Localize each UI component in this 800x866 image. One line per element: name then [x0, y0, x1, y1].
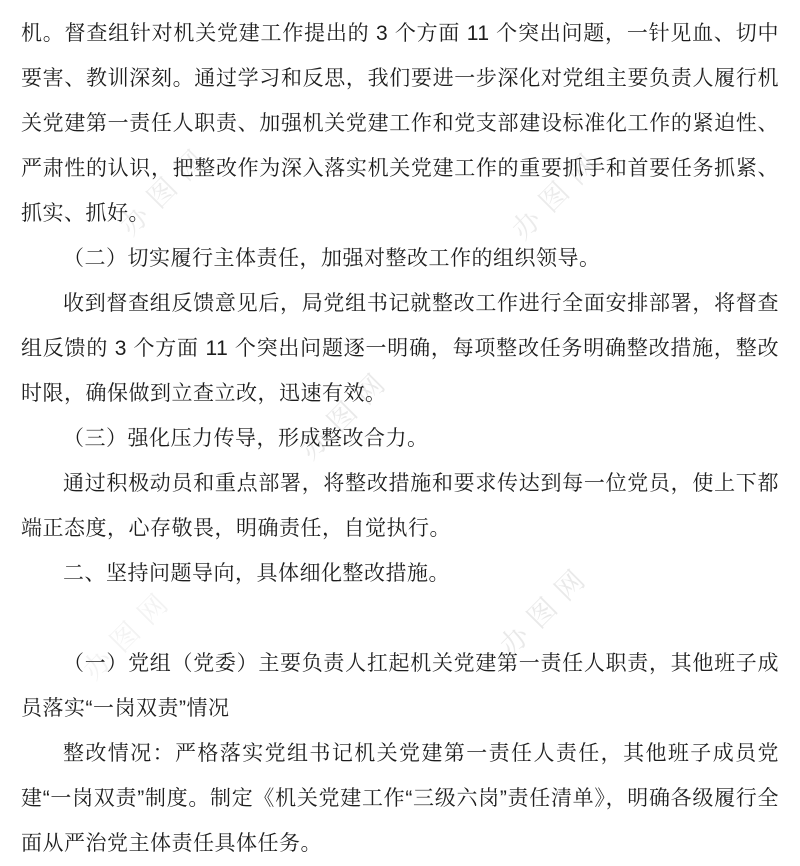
paragraph: （三）强化压力传导，形成整改合力。	[63, 427, 429, 450]
watermark-text: 办图网	[505, 140, 611, 246]
watermark-text: 办图网	[76, 580, 182, 686]
paragraph: 二、坚持问题导向，具体细化整改措施。	[63, 562, 450, 585]
paragraph: 机。督查组针对机关党建工作提出的 3 个方面 11 个突出问题，一针见血、切中要害、教训深刻。通过学习和反思，我们要进一步深化对党组主要负责人履行机关党建第一责任人职责、加强机关党建工作和党支部建设标准化工作的紧迫性、严肃性的认识，把整改作为深入落实机关党建工作的重要抓手和首要任务抓紧、抓实、抓好。	[21, 22, 779, 225]
watermark-text: 办图网	[493, 556, 599, 662]
paragraph: 收到督查组反馈意见后，局党组书记就整改工作进行全面安排部署，将督查组反馈的 3 个方面 11 个突出问题逐一明确，每项整改任务明确整改措施，整改时限，确保做到立查立改，迅速有效。	[21, 292, 779, 405]
paragraph: 整改情况：严格落实党组书记机关党建第一责任人责任，其他班子成员党建“一岗双责”制度。制定《机关党建工作“三级六岗”责任清单》，明确各级履行全面从严治党主体责任具体任务。	[21, 742, 779, 855]
paragraph: 通过积极动员和重点部署，将整改措施和要求传达到每一位党员，使上下都端正态度，心存敬畏，明确责任，自觉执行。	[21, 472, 779, 540]
watermark-text: 办图网	[113, 136, 219, 242]
paragraph: （一）党组（党委）主要负责人扛起机关党建第一责任人职责，其他班子成员落实“一岗双责”情况	[21, 652, 779, 720]
blank-line	[21, 596, 779, 641]
paragraph: （二）切实履行主体责任，加强对整改工作的组织领导。	[63, 247, 601, 270]
watermark-text: 办图网	[293, 360, 399, 466]
